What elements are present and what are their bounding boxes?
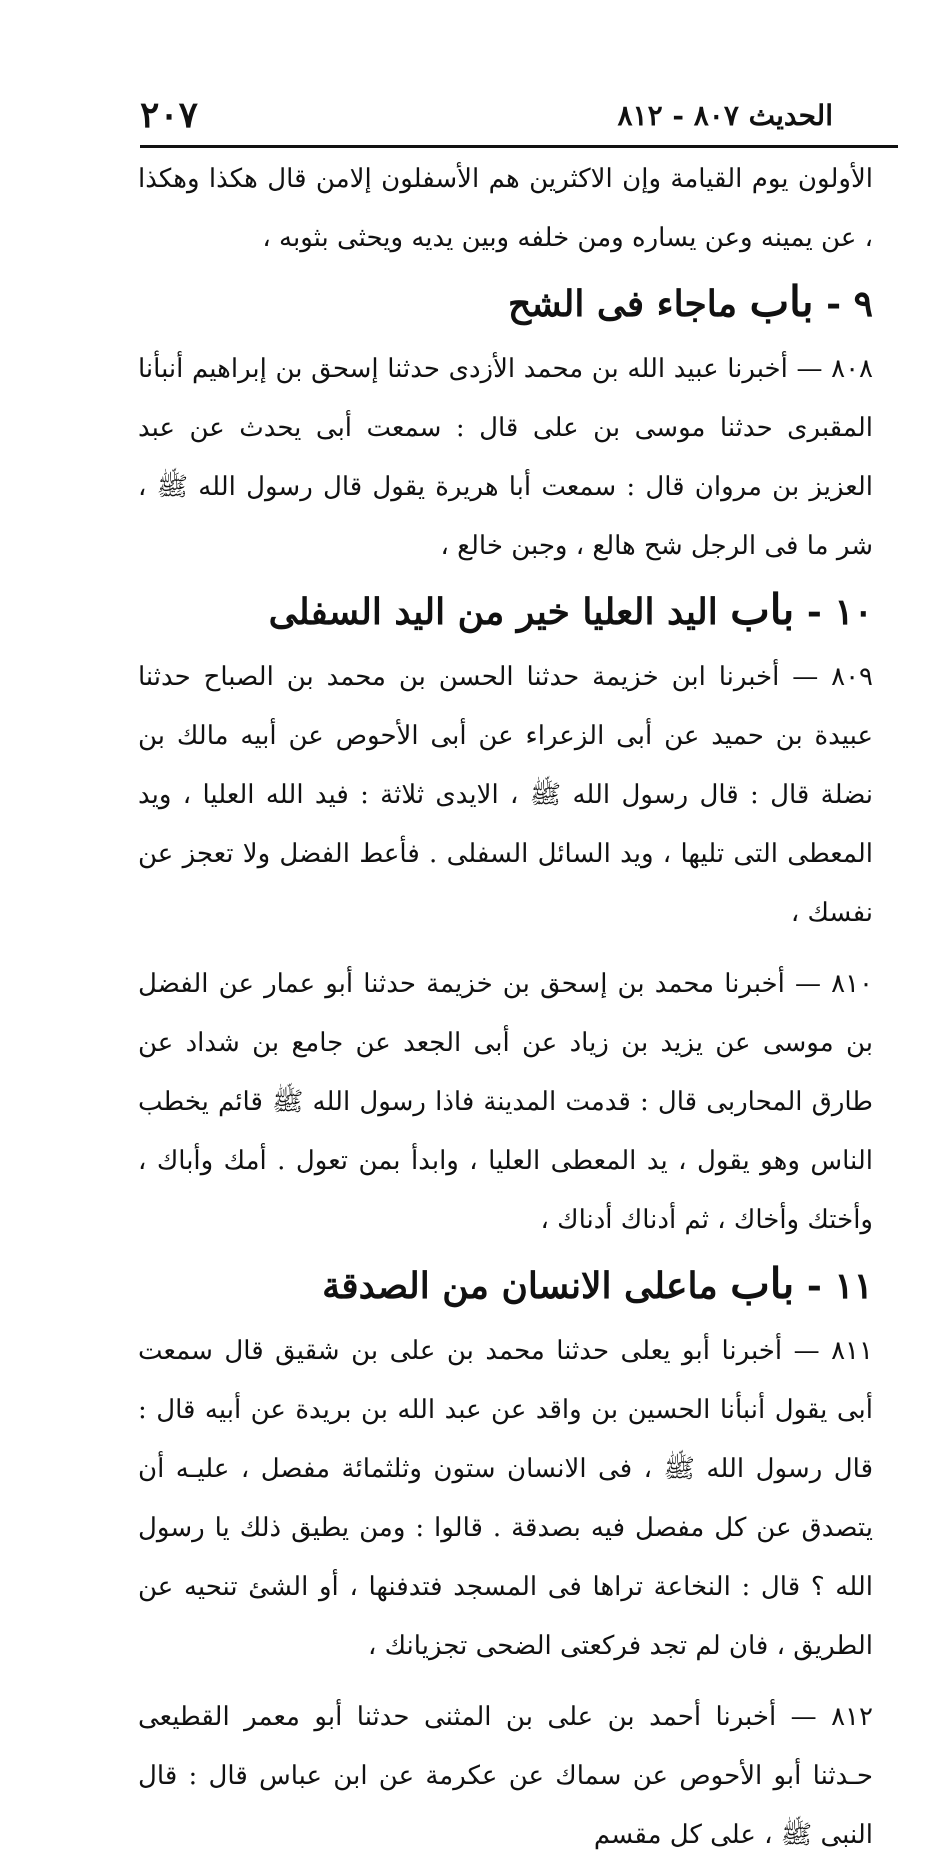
hadith-paragraph	[138, 1322, 873, 1676]
chapter-heading	[138, 270, 873, 336]
chapter-number: ١١ -	[806, 1265, 873, 1307]
hadith-text: أخبرنا أبو يعلى حدثنا محمد بن على بن شقيق قال سمعت أبى يقول أنبأنا الحسين بن واقد عن عبد الله بن بريدة عن أبيه قال : قال رسول الله ﷺ ، فى الانسان ستون وثلثمائة مفصل ، عليـه أن يتصدق عن كل مفصل فيه بصدقة . قالوا : ومن يطيق ذلك يا رسول الله ؟ قال : النخاعة تراها فى المسجد فتدفنها ، أو الشئ تنحيه عن الطريق ، فان لم تجد فركعتى الضحى تجزيانك ،	[138, 1336, 873, 1661]
hadith-number: ٨٠٩ —	[792, 662, 874, 692]
hadith-paragraph	[138, 340, 873, 576]
hadith-paragraph	[138, 955, 873, 1250]
chapter-number: ٩ -	[826, 283, 873, 325]
chapter-title: ماجاء فى الشح	[508, 283, 738, 325]
header-rule	[140, 145, 898, 148]
hadith-number: ٨١٢ —	[790, 1702, 873, 1732]
chapter-bab-word: باب	[730, 585, 795, 634]
hadith-text: أخبرنا ابن خزيمة حدثنا الحسن بن محمد بن الصباح حدثنا عبيدة بن حميد عن أبى الزعراء عن أبى الأحوص عن أبيه مالك بن نضلة قال : قال رسول الله ﷺ ، الايدى ثلاثة : فيد الله العليا ، ويد المعطى التى تليها ، ويد السائل السفلى . فأعط الفضل ولا تعجز عن نفسك ،	[138, 662, 873, 928]
hadith-number: ٨١٠ —	[794, 969, 874, 999]
chapter-heading	[138, 1252, 873, 1318]
chapter-heading	[138, 578, 873, 644]
chapter-bab-word: باب	[730, 1259, 795, 1308]
chapter-title: اليد العليا خير من اليد السفلى	[268, 591, 718, 633]
chapter-bab-word: باب	[749, 277, 814, 326]
page-body	[138, 150, 873, 1865]
hadith-text: أخبرنا أحمد بن على بن المثنى حدثنا أبو معمر القطيعى حـدثنا أبو الأحوص عن سماك عن عكرمة عن ابن عباس قال : قال النبى ﷺ ، على كل مقسم	[138, 1702, 873, 1850]
hadith-text: أخبرنا عبيد الله بن محمد الأزدى حدثنا إسحق بن إبراهيم أنبأنا المقبرى حدثنا موسى بن على قال : سمعت أبى يحدث عن عبد العزيز بن مروان قال : سمعت أبا هريرة يقول قال رسول الله ﷺ ، شر ما فى الرجل شح هالع ، وجبن خالع ،	[138, 354, 873, 561]
hadith-text: أخبرنا محمد بن إسحق بن خزيمة حدثنا أبو عمار عن الفضل بن موسى عن يزيد بن زياد عن أبى الجعد عن جامع بن شداد عن طارق المحاربى قال : قدمت المدينة فاذا رسول الله ﷺ قائم يخطب الناس وهو يقول ، يد المعطى العليا ، وابدأ بمن تعول . أمك وأباك ، وأختك وأخاك ، ثم أدناك أدناك ،	[138, 969, 873, 1235]
hadith-paragraph	[138, 1688, 873, 1865]
page-number: ٢٠٧	[140, 94, 199, 136]
page-header	[140, 95, 833, 135]
hadith-paragraph	[138, 648, 873, 943]
chapter-title: ماعلى الانسان من الصدقة	[322, 1265, 718, 1307]
hadith-number: ٨١١ —	[793, 1336, 873, 1366]
continuation-paragraph: الأولون يوم القيامة وإن الاكثرين هم الأسفلون إلامن قال هكذا وهكذا ، عن يمينه وعن يساره ومن خلفه وبين يديه ويحثى بثوبه ،	[138, 164, 873, 253]
running-head: الحديث ٨٠٧ - ٨١٢	[617, 98, 833, 132]
chapter-number: ١٠ -	[806, 591, 873, 633]
hadith-number: ٨٠٨ —	[796, 354, 874, 384]
